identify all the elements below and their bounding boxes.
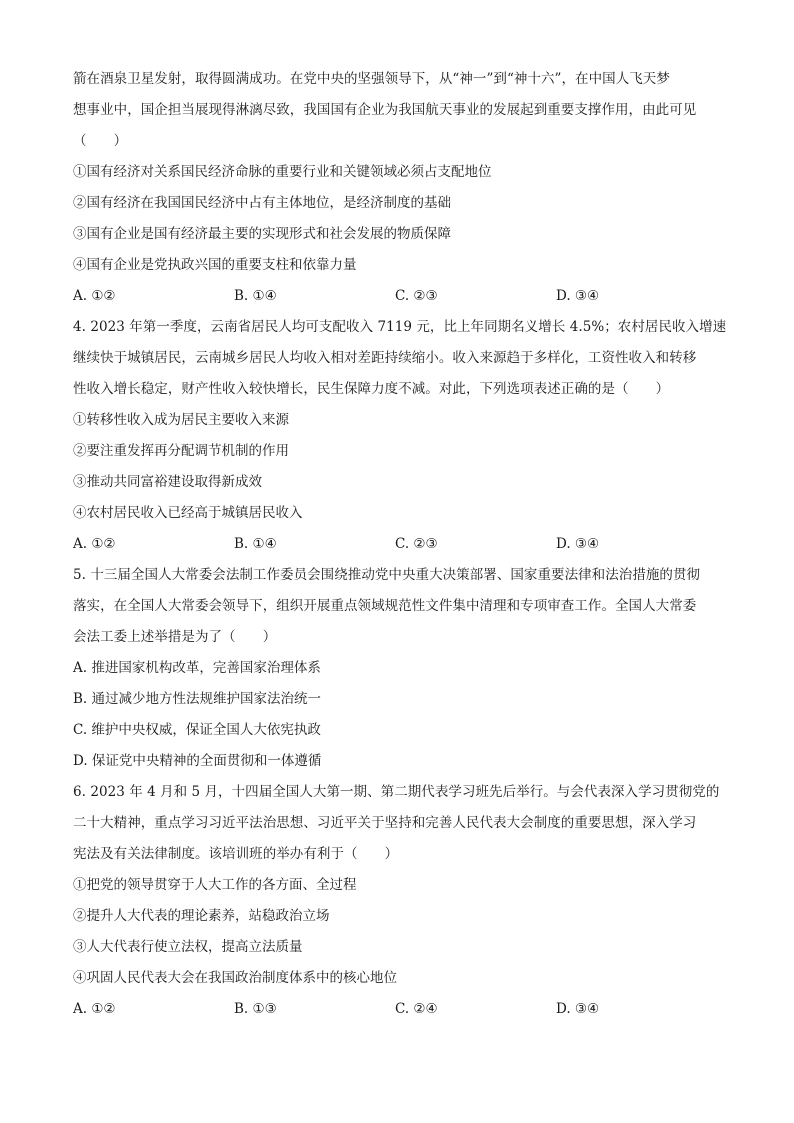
statement-4: ④农村居民收入已经高于城镇居民收入 — [73, 505, 303, 521]
stem-line: 5. 十三届全国人大常委会法制工作委员会围绕推动党中央重大决策部署、国家重要法律和法治措施的贯彻 — [73, 567, 701, 583]
statement-3: ③推动共同富裕建设取得新成效 — [73, 474, 262, 490]
choice-c[interactable]: C. 维护中央权威，保证全国人大依宪执政 — [73, 722, 321, 738]
stem-line: 想事业中，国企担当展现得淋漓尽致，我国国有企业为我国航天事业的发展起到重要支撑作用，由此可见 — [73, 102, 697, 118]
option-d[interactable]: D. ③④ — [556, 1001, 600, 1017]
statement-1: ①把党的领导贯穿于人大工作的各方面、全过程 — [73, 877, 357, 893]
stem-line: 4. 2023 年第一季度，云南省居民人均可支配收入 7119 元，比上年同期名义增长 4.5%；农村居民收入增速 — [73, 319, 727, 335]
question-stem — [73, 777, 725, 870]
choice-a[interactable]: A. 推进国家机构改革，完善国家治理体系 — [73, 660, 321, 676]
stem-line: （ ） — [73, 133, 128, 149]
statement-3: ③国有企业是国有经济最主要的实现形式和社会发展的物质保障 — [73, 226, 451, 242]
choice-d[interactable]: D. 保证党中央精神的全面贯彻和一体遵循 — [73, 753, 322, 769]
stem-line: 箭在酒泉卫星发射，取得圆满成功。在党中央的坚强领导下，从“神一”到“神十六”，在中国人飞天梦 — [73, 71, 670, 87]
stem-line: 宪法及有关法律制度。该培训班的举办有利于（ ） — [73, 846, 399, 862]
question-stem — [73, 312, 725, 405]
stem-line: 二十大精神，重点学习习近平法治思想、习近平关于坚持和完善人民代表大会制度的重要思想，深入学习 — [73, 815, 697, 831]
option-a[interactable]: A. ①② — [73, 1001, 116, 1017]
stem-line: 6. 2023 年 4 月和 5 月，十四届全国人大第一期、第二期代表学习班先后举行。与会代表深入学习贯彻党的 — [73, 784, 720, 800]
question-5 — [73, 560, 725, 777]
option-b[interactable]: B. ①③ — [234, 1001, 277, 1017]
option-c[interactable]: C. ②③ — [395, 536, 438, 552]
option-a[interactable]: A. ①② — [73, 536, 116, 552]
statement-4: ④国有企业是党执政兴国的重要支柱和依靠力量 — [73, 257, 357, 273]
statement-3: ③人大代表行使立法权，提高立法质量 — [73, 939, 303, 955]
stem-line: 落实，在全国人大常委会领导下，组织开展重点领域规范性文件集中清理和专项审查工作。全国人大常委 — [73, 598, 697, 614]
statement-2: ②提升人大代表的理论素养，站稳政治立场 — [73, 908, 330, 924]
statement-4: ④巩固人民代表大会在我国政治制度体系中的核心地位 — [73, 970, 397, 986]
option-b[interactable]: B. ①④ — [234, 536, 277, 552]
answer-options — [73, 994, 725, 1025]
question-3-continued — [73, 64, 725, 312]
document-page — [73, 64, 725, 1025]
statement-2: ②国有经济在我国国民经济中占有主体地位，是经济制度的基础 — [73, 195, 451, 211]
question-stem — [73, 64, 725, 157]
stem-line: 继续快于城镇居民，云南城乡居民人均收入相对差距持续缩小。收入来源趋于多样化，工资性收入和转移 — [73, 350, 697, 366]
option-b[interactable]: B. ①④ — [234, 288, 277, 304]
option-c[interactable]: C. ②③ — [395, 288, 438, 304]
choice-b[interactable]: B. 通过减少地方性法规维护国家法治统一 — [73, 691, 322, 707]
option-c[interactable]: C. ②④ — [395, 1001, 438, 1017]
statement-1: ①转移性收入成为居民主要收入来源 — [73, 412, 289, 428]
option-d[interactable]: D. ③④ — [556, 536, 600, 552]
answer-options — [73, 529, 725, 560]
stem-line: 性收入增长稳定，财产性收入较快增长，民生保障力度不减。对此，下列选项表述正确的是（ ） — [73, 381, 670, 397]
statement-1: ①国有经济对关系国民经济命脉的重要行业和关键领域必须占支配地位 — [73, 164, 492, 180]
question-6 — [73, 777, 725, 1025]
statement-2: ②要注重发挥再分配调节机制的作用 — [73, 443, 289, 459]
answer-options — [73, 281, 725, 312]
option-d[interactable]: D. ③④ — [556, 288, 600, 304]
stem-line: 会法工委上述举措是为了（ ） — [73, 629, 277, 645]
question-stem — [73, 560, 725, 653]
question-4 — [73, 312, 725, 560]
option-a[interactable]: A. ①② — [73, 288, 116, 304]
